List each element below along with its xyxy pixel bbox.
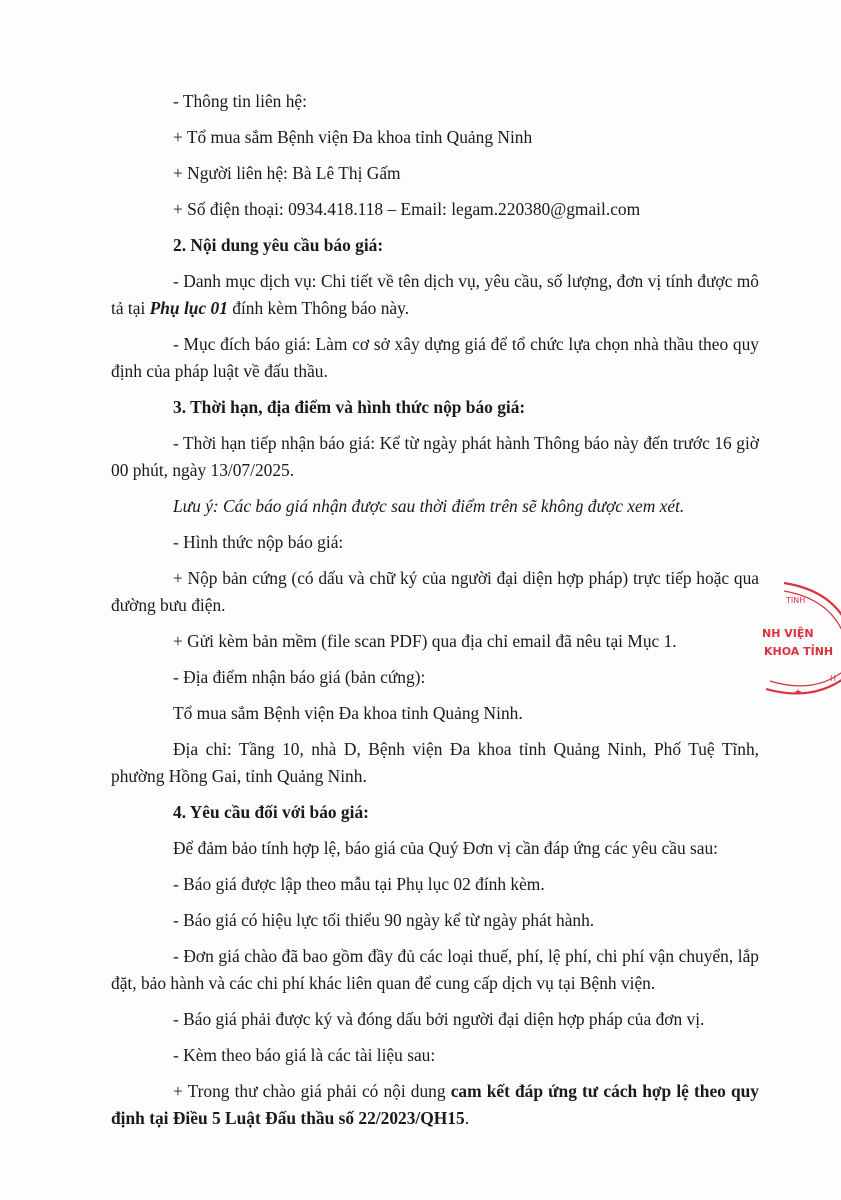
section-3-title [173, 394, 759, 421]
s3-item-3-text: - Địa điểm nhận báo giá (bản cứng): [173, 667, 426, 687]
svg-text:TINH: TINH [786, 596, 806, 605]
section-4-title [173, 799, 759, 826]
s3-address-text: Địa chỉ: Tầng 10, nhà D, Bệnh viện Đa khoa tỉnh Quảng Ninh, Phố Tuệ Tĩnh, phường Hồng Gai, tỉnh Quảng Ninh. [111, 739, 759, 786]
stamp-seal-icon [756, 573, 841, 713]
s2-item-2 [111, 331, 759, 385]
appendix-01-ref: Phụ lục 01 [149, 298, 228, 318]
contact-phone-text: + Số điện thoại: 0934.418.118 – Email: legam.220380@gmail.com [173, 199, 641, 219]
s3-address [111, 736, 759, 790]
s3-note [173, 493, 759, 520]
section-2-title-text: 2. Nội dung yêu cầu báo giá: [173, 235, 384, 255]
contact-person-text: + Người liên hệ: Bà Lê Thị Gấm [173, 163, 401, 183]
s4-item-3-text: - Đơn giá chào đã bao gồm đầy đủ các loại thuế, phí, lệ phí, chi phí vận chuyển, lắp đặt, bảo hành và các chi phí khác liên quan để cung cấp dịch vụ tại Bệnh viện. [111, 946, 759, 993]
s2-item-1-tail: đính kèm Thông báo này. [227, 298, 410, 318]
s3-item-2a-text: + Nộp bản cứng (có dấu và chữ ký của người đại diện hợp pháp) trực tiếp hoặc qua đường bưu điện. [111, 568, 759, 615]
s3-item-2 [173, 529, 759, 556]
s4-item-2-text: - Báo giá có hiệu lực tối thiểu 90 ngày kể từ ngày phát hành. [173, 910, 595, 930]
s4-item-5a-text: + Trong thư chào giá phải có nội dung [173, 1081, 451, 1101]
contact-group [173, 124, 759, 151]
contact-phone [173, 196, 759, 223]
s4-item-4 [173, 1006, 759, 1033]
svg-text:H: H [830, 674, 837, 683]
s3-item-2a [111, 565, 759, 619]
s4-item-5a-tail: . [464, 1108, 470, 1128]
s4-intro [173, 835, 759, 862]
s4-intro-text: Để đảm bảo tính hợp lệ, báo giá của Quý Đơn vị cần đáp ứng các yêu cầu sau: [173, 838, 719, 858]
s4-item-2 [173, 907, 759, 934]
s3-note-text: Lưu ý: Các báo giá nhận được sau thời điểm trên sẽ không được xem xét. [173, 496, 685, 516]
section-3-title-text: 3. Thời hạn, địa điểm và hình thức nộp báo giá: [173, 397, 526, 417]
s4-item-5 [173, 1042, 759, 1069]
contact-heading-text: - Thông tin liên hệ: [173, 91, 307, 111]
s4-item-4-text: - Báo giá phải được ký và đóng dấu bởi người đại diện hợp pháp của đơn vị. [173, 1009, 705, 1029]
s4-item-1 [173, 871, 759, 898]
document-body [111, 88, 759, 1141]
svg-text:★: ★ [794, 688, 803, 698]
s2-item-2-text: - Mục đích báo giá: Làm cơ sở xây dựng giá để tổ chức lựa chọn nhà thầu theo quy định của pháp luật về đấu thầu. [111, 334, 759, 381]
contact-group-text: + Tổ mua sắm Bệnh viện Đa khoa tỉnh Quảng Ninh [173, 127, 533, 147]
s3-item-3 [173, 664, 759, 691]
contact-person [173, 160, 759, 187]
stamp-line-2: KHOA TỈNH [764, 645, 834, 658]
s4-item-5-text: - Kèm theo báo giá là các tài liệu sau: [173, 1045, 436, 1065]
s4-item-5a [111, 1078, 759, 1132]
stamp-line-1: NH VIỆN [762, 627, 814, 640]
official-stamp [756, 573, 841, 713]
s3-item-1 [111, 430, 759, 484]
s3-item-2-text: - Hình thức nộp báo giá: [173, 532, 344, 552]
contact-heading [173, 88, 759, 115]
s3-place-text: Tổ mua sắm Bệnh viện Đa khoa tỉnh Quảng Ninh. [173, 703, 523, 723]
s4-item-1-text: - Báo giá được lập theo mẫu tại Phụ lục 02 đính kèm. [173, 874, 545, 894]
s2-item-1 [111, 268, 759, 322]
section-4-title-text: 4. Yêu cầu đối với báo giá: [173, 802, 369, 822]
s3-item-1-text: - Thời hạn tiếp nhận báo giá: Kể từ ngày phát hành Thông báo này đến trước 16 giờ 00 phút, ngày 13/07/2025. [111, 433, 759, 480]
s3-place [173, 700, 759, 727]
s3-item-2b-text: + Gửi kèm bản mềm (file scan PDF) qua địa chỉ email đã nêu tại Mục 1. [173, 631, 677, 651]
s4-item-3 [111, 943, 759, 997]
s3-item-2b [173, 628, 759, 655]
s2-item-1-text: - Danh mục dịch vụ: Chi tiết về tên dịch vụ, yêu cầu, số lượng, đơn vị tính được mô tả tại [111, 271, 759, 318]
section-2-title [173, 232, 759, 259]
commitment-clause: cam kết đáp ứng tư cách hợp lệ theo quy định tại Điều 5 Luật Đấu thầu số 22/2023/QH15 [111, 1081, 759, 1128]
